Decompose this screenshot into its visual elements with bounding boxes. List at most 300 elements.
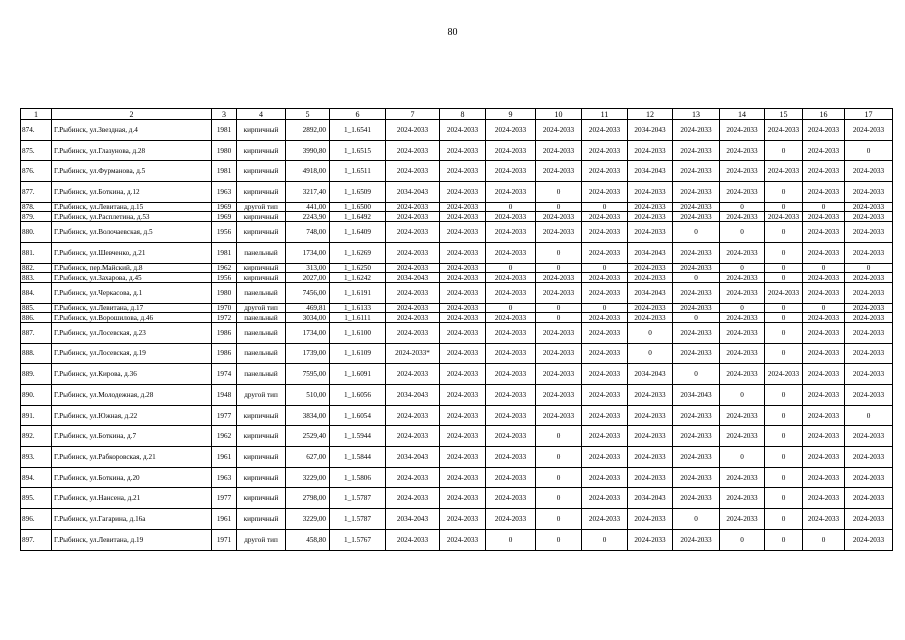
area-cell: 3034,00 (286, 313, 330, 323)
table-row (21, 161, 893, 182)
column-header: 6 (330, 109, 386, 120)
period-cell: 2024-2033 (628, 509, 673, 530)
index-cell: 1_1.6250 (330, 263, 386, 273)
period-cell: 2024-2033 (386, 426, 440, 447)
period-cell: 0 (582, 303, 628, 313)
wall-type-cell: кирпичный (237, 488, 286, 509)
row-number-cell: 884. (21, 282, 52, 303)
area-cell: 441,00 (286, 202, 330, 212)
wall-type-cell: кирпичный (237, 120, 286, 141)
row-number-cell: 874. (21, 120, 52, 141)
period-cell: 2024-2033 (486, 182, 536, 203)
period-cell: 2024-2033 (582, 488, 628, 509)
period-cell: 2024-2033 (628, 426, 673, 447)
index-cell: 1_1.6091 (330, 364, 386, 385)
wall-type-cell: панельный (237, 343, 286, 364)
area-cell: 1739,00 (286, 343, 330, 364)
period-cell: 2024-2033 (582, 140, 628, 161)
index-cell: 1_1.6056 (330, 385, 386, 406)
period-cell: 0 (720, 303, 765, 313)
period-cell: 2024-2033 (720, 426, 765, 447)
period-cell: 2024-2033 (440, 242, 486, 263)
period-cell: 2024-2033 (628, 140, 673, 161)
period-cell: 2024-2033 (720, 242, 765, 263)
period-cell: 2024-2033 (440, 509, 486, 530)
year-cell: 1969 (212, 202, 237, 212)
area-cell: 748,00 (286, 222, 330, 243)
period-cell: 0 (536, 529, 582, 550)
index-cell: 1_1.5944 (330, 426, 386, 447)
row-number-cell: 887. (21, 322, 52, 343)
index-cell: 1_1.6191 (330, 282, 386, 303)
index-cell: 1_1.6111 (330, 313, 386, 323)
area-cell: 1734,00 (286, 322, 330, 343)
column-header: 1 (21, 109, 52, 120)
period-cell: 2024-2033 (845, 273, 893, 283)
wall-type-cell: кирпичный (237, 161, 286, 182)
period-cell: 2024-2033 (803, 313, 845, 323)
period-cell: 2024-2033 (486, 282, 536, 303)
period-cell: 2024-2033 (845, 182, 893, 203)
period-cell: 2024-2033 (486, 467, 536, 488)
index-cell: 1_1.6511 (330, 161, 386, 182)
period-cell: 2024-2033 (845, 282, 893, 303)
period-cell: 2024-2033 (386, 405, 440, 426)
period-cell: 2024-2033 (486, 343, 536, 364)
period-cell: 0 (765, 405, 803, 426)
period-cell: 2024-2033 (486, 161, 536, 182)
period-cell: 0 (720, 529, 765, 550)
period-cell: 2024-2033 (628, 405, 673, 426)
period-cell: 0 (673, 313, 720, 323)
period-cell: 2024-2033 (440, 140, 486, 161)
period-cell: 0 (536, 263, 582, 273)
column-header: 4 (237, 109, 286, 120)
period-cell: 2034-2043 (628, 364, 673, 385)
period-cell: 0 (486, 263, 536, 273)
row-number-cell: 893. (21, 447, 52, 468)
period-cell: 0 (765, 343, 803, 364)
period-cell: 0 (720, 202, 765, 212)
period-cell: 2024-2033 (440, 343, 486, 364)
address-cell: Г.Рыбинск, ул.Звездная, д.4 (52, 120, 212, 141)
period-cell: 2024-2033 (673, 322, 720, 343)
period-cell: 2024-2033 (720, 273, 765, 283)
period-cell: 0 (803, 263, 845, 273)
period-cell: 2024-2033 (536, 343, 582, 364)
area-cell: 510,00 (286, 385, 330, 406)
index-cell: 1_1.6409 (330, 222, 386, 243)
period-cell: 0 (536, 202, 582, 212)
year-cell: 1948 (212, 385, 237, 406)
period-cell: 2024-2033 (386, 488, 440, 509)
period-cell: 2024-2033 (803, 120, 845, 141)
period-cell: 0 (765, 182, 803, 203)
period-cell: 2024-2033 (582, 447, 628, 468)
row-number-cell: 877. (21, 182, 52, 203)
index-cell: 1_1.5844 (330, 447, 386, 468)
period-cell: 0 (765, 313, 803, 323)
period-cell: 2024-2033 (386, 202, 440, 212)
period-cell: 2024-2033 (628, 303, 673, 313)
wall-type-cell: кирпичный (237, 273, 286, 283)
period-cell: 2024-2033 (582, 405, 628, 426)
period-cell: 2024-2033 (440, 222, 486, 243)
period-cell: 2024-2033 (845, 467, 893, 488)
page-number: 80 (447, 27, 458, 38)
period-cell: 2024-2033 (386, 242, 440, 263)
period-cell: 2024-2033* (386, 343, 440, 364)
table-row (21, 120, 893, 141)
period-cell: 2024-2033 (720, 120, 765, 141)
housing-registry-table (20, 108, 893, 551)
period-cell: 2024-2033 (536, 405, 582, 426)
period-cell: 2024-2033 (803, 509, 845, 530)
period-cell: 2024-2033 (803, 212, 845, 222)
period-cell: 2024-2033 (845, 202, 893, 212)
row-number-cell: 890. (21, 385, 52, 406)
table-row (21, 364, 893, 385)
period-cell: 2024-2033 (803, 273, 845, 283)
period-cell: 2024-2033 (803, 242, 845, 263)
table-row (21, 467, 893, 488)
period-cell: 0 (765, 322, 803, 343)
period-cell: 2024-2033 (765, 282, 803, 303)
period-cell: 2024-2033 (720, 212, 765, 222)
year-cell: 1961 (212, 447, 237, 468)
period-cell: 0 (486, 202, 536, 212)
period-cell: 2024-2033 (765, 212, 803, 222)
period-cell: 2024-2033 (486, 273, 536, 283)
period-cell: 2024-2033 (720, 488, 765, 509)
row-number-cell: 895. (21, 488, 52, 509)
period-cell: 0 (486, 529, 536, 550)
row-number-cell: 878. (21, 202, 52, 212)
period-cell: 2024-2033 (673, 343, 720, 364)
period-cell: 2024-2033 (845, 447, 893, 468)
wall-type-cell: панельный (237, 242, 286, 263)
period-cell: 2024-2033 (845, 161, 893, 182)
period-cell: 0 (536, 426, 582, 447)
address-cell: Г.Рыбинск, ул.Гагарина, д.16а (52, 509, 212, 530)
period-cell: 2024-2033 (582, 212, 628, 222)
period-cell: 2024-2033 (582, 120, 628, 141)
period-cell: 2024-2033 (386, 364, 440, 385)
column-header: 7 (386, 109, 440, 120)
period-cell: 0 (628, 322, 673, 343)
wall-type-cell: кирпичный (237, 182, 286, 203)
year-cell: 1962 (212, 263, 237, 273)
period-cell: 2024-2033 (720, 322, 765, 343)
period-cell: 2024-2033 (486, 488, 536, 509)
address-cell: Г.Рыбинск, ул.Рабкоровская, д.21 (52, 447, 212, 468)
period-cell: 2024-2033 (536, 120, 582, 141)
period-cell: 2024-2033 (440, 303, 486, 313)
column-header: 15 (765, 109, 803, 120)
table-row (21, 509, 893, 530)
period-cell: 0 (673, 364, 720, 385)
period-cell: 2024-2033 (386, 282, 440, 303)
area-cell: 2892,00 (286, 120, 330, 141)
year-cell: 1981 (212, 120, 237, 141)
year-cell: 1963 (212, 467, 237, 488)
period-cell: 2024-2033 (845, 529, 893, 550)
period-cell: 2024-2033 (440, 385, 486, 406)
index-cell: 1_1.6492 (330, 212, 386, 222)
period-cell: 2024-2033 (765, 364, 803, 385)
period-cell: 0 (536, 509, 582, 530)
area-cell: 2798,00 (286, 488, 330, 509)
period-cell: 2024-2033 (536, 212, 582, 222)
period-cell: 2024-2033 (673, 140, 720, 161)
period-cell: 2024-2033 (845, 212, 893, 222)
year-cell: 1972 (212, 313, 237, 323)
period-cell: 2024-2033 (536, 322, 582, 343)
address-cell: Г.Рыбинск, ул.Боткина, д.12 (52, 182, 212, 203)
period-cell: 2024-2033 (486, 120, 536, 141)
period-cell: 2024-2033 (673, 447, 720, 468)
address-cell: Г.Рыбинск, ул.Боткина, д.7 (52, 426, 212, 447)
period-cell: 0 (803, 202, 845, 212)
area-cell: 4918,00 (286, 161, 330, 182)
period-cell: 0 (582, 263, 628, 273)
period-cell: 2024-2033 (628, 313, 673, 323)
wall-type-cell: кирпичный (237, 405, 286, 426)
index-cell: 1_1.6515 (330, 140, 386, 161)
period-cell: 2024-2033 (673, 467, 720, 488)
address-cell: Г.Рыбинск, ул.Захарова, д.45 (52, 273, 212, 283)
period-cell: 2024-2033 (486, 140, 536, 161)
area-cell: 1734,00 (286, 242, 330, 263)
period-cell: 2024-2033 (386, 161, 440, 182)
address-cell: Г.Рыбинск, ул.Расплетина, д.53 (52, 212, 212, 222)
period-cell: 2024-2033 (628, 222, 673, 243)
period-cell: 2024-2033 (486, 447, 536, 468)
year-cell: 1980 (212, 140, 237, 161)
period-cell: 2024-2033 (803, 447, 845, 468)
period-cell: 2024-2033 (536, 222, 582, 243)
period-cell: 0 (536, 467, 582, 488)
period-cell: 2024-2033 (440, 313, 486, 323)
period-cell: 2024-2033 (803, 385, 845, 406)
index-cell: 1_1.5806 (330, 467, 386, 488)
period-cell: 0 (765, 467, 803, 488)
period-cell: 0 (765, 385, 803, 406)
address-cell: Г.Рыбинск, ул.Фурманова, д.5 (52, 161, 212, 182)
table-row (21, 273, 893, 283)
row-number-cell: 888. (21, 343, 52, 364)
period-cell: 0 (536, 303, 582, 313)
period-cell: 2024-2033 (582, 385, 628, 406)
period-cell: 2034-2043 (628, 488, 673, 509)
period-cell: 0 (486, 303, 536, 313)
period-cell: 2024-2033 (486, 405, 536, 426)
period-cell: 0 (765, 303, 803, 313)
period-cell: 2024-2033 (845, 426, 893, 447)
period-cell: 2024-2033 (440, 529, 486, 550)
period-cell: 2024-2033 (845, 242, 893, 263)
period-cell: 2024-2033 (582, 242, 628, 263)
wall-type-cell: кирпичный (237, 212, 286, 222)
address-cell: Г.Рыбинск, ул.Нансена, д.21 (52, 488, 212, 509)
period-cell: 0 (720, 222, 765, 243)
period-cell: 2024-2033 (628, 447, 673, 468)
column-header: 10 (536, 109, 582, 120)
period-cell: 2024-2033 (628, 263, 673, 273)
period-cell: 2034-2043 (628, 282, 673, 303)
index-cell: 1_1.6100 (330, 322, 386, 343)
period-cell: 0 (845, 263, 893, 273)
wall-type-cell: панельный (237, 322, 286, 343)
year-cell: 1981 (212, 242, 237, 263)
period-cell: 2024-2033 (673, 529, 720, 550)
period-cell: 0 (765, 447, 803, 468)
column-header: 2 (52, 109, 212, 120)
period-cell: 0 (720, 263, 765, 273)
index-cell: 1_1.5787 (330, 509, 386, 530)
table-row (21, 343, 893, 364)
period-cell: 2024-2033 (628, 202, 673, 212)
header-row (21, 109, 893, 120)
period-cell: 2034-2043 (628, 161, 673, 182)
period-cell: 2024-2033 (536, 385, 582, 406)
period-cell: 2024-2033 (720, 140, 765, 161)
row-number-cell: 882. (21, 263, 52, 273)
period-cell: 2024-2033 (386, 322, 440, 343)
period-cell: 2024-2033 (803, 364, 845, 385)
period-cell: 2024-2033 (582, 161, 628, 182)
table-row (21, 426, 893, 447)
column-header: 8 (440, 109, 486, 120)
period-cell: 2024-2033 (536, 282, 582, 303)
period-cell: 2024-2033 (720, 282, 765, 303)
address-cell: Г.Рыбинск, ул.Левитана, д.17 (52, 303, 212, 313)
period-cell: 2024-2033 (673, 182, 720, 203)
address-cell: Г.Рыбинск, ул.Кирова, д.36 (52, 364, 212, 385)
period-cell: 2024-2033 (673, 263, 720, 273)
table-row (21, 313, 893, 323)
row-number-cell: 881. (21, 242, 52, 263)
row-number-cell: 879. (21, 212, 52, 222)
area-cell: 627,00 (286, 447, 330, 468)
period-cell: 2024-2033 (673, 242, 720, 263)
year-cell: 1962 (212, 426, 237, 447)
table-row (21, 140, 893, 161)
period-cell: 0 (765, 242, 803, 263)
period-cell: 2024-2033 (386, 120, 440, 141)
period-cell: 2024-2033 (386, 263, 440, 273)
period-cell: 2024-2033 (536, 140, 582, 161)
period-cell: 2024-2033 (845, 488, 893, 509)
period-cell: 2024-2033 (673, 488, 720, 509)
area-cell: 469,81 (286, 303, 330, 313)
period-cell: 2024-2033 (673, 303, 720, 313)
period-cell: 2024-2033 (440, 161, 486, 182)
address-cell: Г.Рыбинск, ул.Левитана, д.19 (52, 529, 212, 550)
period-cell: 0 (765, 426, 803, 447)
period-cell: 2024-2033 (582, 322, 628, 343)
table-row (21, 322, 893, 343)
area-cell: 3217,40 (286, 182, 330, 203)
period-cell: 0 (536, 242, 582, 263)
address-cell: Г.Рыбинск, ул.Ворошилова, д.46 (52, 313, 212, 323)
period-cell: 0 (720, 385, 765, 406)
index-cell: 1_1.5787 (330, 488, 386, 509)
period-cell: 0 (845, 405, 893, 426)
year-cell: 1981 (212, 161, 237, 182)
wall-type-cell: кирпичный (237, 447, 286, 468)
column-header: 16 (803, 109, 845, 120)
period-cell: 2024-2033 (673, 212, 720, 222)
row-number-cell: 889. (21, 364, 52, 385)
index-cell: 1_1.6242 (330, 273, 386, 283)
year-cell: 1969 (212, 212, 237, 222)
period-cell: 2024-2033 (803, 161, 845, 182)
period-cell: 2024-2033 (440, 405, 486, 426)
column-header: 5 (286, 109, 330, 120)
period-cell: 0 (673, 273, 720, 283)
period-cell: 2024-2033 (845, 313, 893, 323)
table-row (21, 182, 893, 203)
period-cell: 2024-2033 (845, 364, 893, 385)
period-cell: 0 (845, 140, 893, 161)
wall-type-cell: панельный (237, 364, 286, 385)
address-cell: Г.Рыбинск, ул.Левитана, д.15 (52, 202, 212, 212)
area-cell: 7456,00 (286, 282, 330, 303)
period-cell: 0 (673, 222, 720, 243)
period-cell: 0 (803, 303, 845, 313)
area-cell: 7595,00 (286, 364, 330, 385)
period-cell: 2034-2043 (628, 242, 673, 263)
period-cell: 2034-2043 (386, 447, 440, 468)
area-cell: 3990,80 (286, 140, 330, 161)
period-cell: 2024-2033 (440, 120, 486, 141)
period-cell: 2024-2033 (486, 385, 536, 406)
year-cell: 1974 (212, 364, 237, 385)
period-cell: 2024-2033 (720, 509, 765, 530)
period-cell: 2024-2033 (628, 529, 673, 550)
table-row (21, 303, 893, 313)
area-cell: 313,00 (286, 263, 330, 273)
period-cell: 0 (628, 343, 673, 364)
period-cell: 2024-2033 (673, 120, 720, 141)
period-cell: 2024-2033 (673, 161, 720, 182)
table-row (21, 405, 893, 426)
address-cell: Г.Рыбинск, ул.Черкасова, д.1 (52, 282, 212, 303)
period-cell: 0 (720, 447, 765, 468)
period-cell: 2024-2033 (486, 242, 536, 263)
period-cell: 2024-2033 (386, 303, 440, 313)
table-row (21, 202, 893, 212)
period-cell: 2034-2043 (386, 182, 440, 203)
period-cell: 2024-2033 (386, 529, 440, 550)
period-cell: 2024-2033 (536, 364, 582, 385)
period-cell: 2024-2033 (486, 364, 536, 385)
period-cell: 0 (765, 222, 803, 243)
wall-type-cell: другой тип (237, 303, 286, 313)
period-cell: 2024-2033 (673, 202, 720, 212)
period-cell: 2034-2043 (673, 385, 720, 406)
period-cell: 2024-2033 (803, 322, 845, 343)
period-cell: 2034-2043 (386, 273, 440, 283)
wall-type-cell: панельный (237, 282, 286, 303)
index-cell: 1_1.5767 (330, 529, 386, 550)
period-cell: 0 (765, 529, 803, 550)
table-row (21, 488, 893, 509)
row-number-cell: 876. (21, 161, 52, 182)
period-cell: 2024-2033 (720, 343, 765, 364)
address-cell: Г.Рыбинск, ул.Боткина, д.20 (52, 467, 212, 488)
